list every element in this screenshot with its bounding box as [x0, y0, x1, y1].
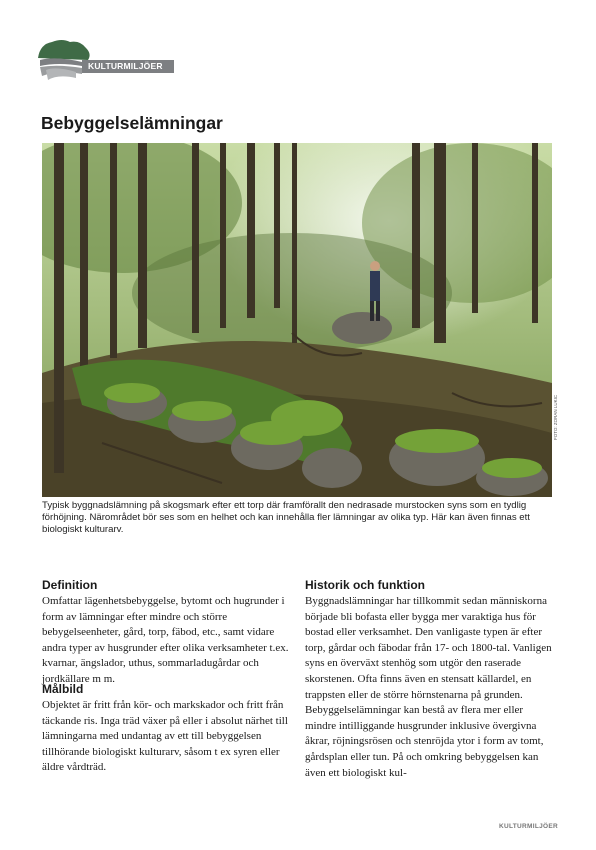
malbild-heading: Målbild [42, 682, 84, 696]
malbild-text [42, 698, 292, 776]
footer-label: KULTURMILJÖER [498, 823, 558, 830]
kulturmiljoer-logo-icon [36, 36, 96, 82]
forest-ruin-photo [42, 143, 552, 497]
definition-heading: Definition [42, 578, 98, 592]
page-title: Bebyggelselämningar [41, 113, 223, 133]
photo-credit: FOTO: ZORAN LUKIC [553, 394, 558, 440]
malbild-paragraph: Objektet är fritt från kör- och markskador och fritt från täckande ris. Inga träd växer på eller i absolut närhet till lämningarna med undantag av ett till bebyggelsen tillhörande biologiskt kulturarv, såsom t ex syren eller äldre vårdträd. [42, 699, 288, 774]
section-label: KULTURMILJÖER [82, 60, 174, 73]
photo-caption: Typisk byggnadslämning på skogsmark efter ett torp där framförallt den nedrasade murstocken syns som en tydlig förhöjning. Närområdet bör ses som en helhet och kan innehålla fler lämningar av olika typ. Här kan även finnas ett biologiskt kulturarv. [42, 500, 530, 536]
definition-paragraph: Omfattar lägenhetsbebyggelse, bytomt och hugrunder i form av lämningar efter mindre och större bebygelseenheter, gård, torp, fäbod, etc., samt vidare andra typer av husgrunder efter olika verksamheter t.ex. kvarnar, ängslador, uthus, sommarladugårdar och jordkällare m m. [42, 595, 289, 685]
historik-heading: Historik och funktion [305, 578, 425, 592]
historik-text [305, 594, 555, 781]
historik-paragraph: Byggnadslämningar har tillkommit sedan människorna började bli bofasta eller bygga mer varaktiga hus för bostad eller verksamhet. Den vanligaste typen är efter torp, gårdar och fäbodar från 17- och 1800-tal. Vanligen syns en överväxt stenhög som utgör den raserade skorstenen. Ofta finns även en stensatt källardel, en trappsten eller de större hörnstenarna på grunden. Bebyggelselämningar kan bestå av flera mer eller mindre intilliggande husgrunder inklusive övergivna åkrar, röjningsrösen och stenröjda ytor i form av tomt, gårdsplan eller tun. På och omkring bebyggelsen kan även ett biologiskt kul- [305, 595, 552, 779]
definition-text [42, 594, 292, 688]
